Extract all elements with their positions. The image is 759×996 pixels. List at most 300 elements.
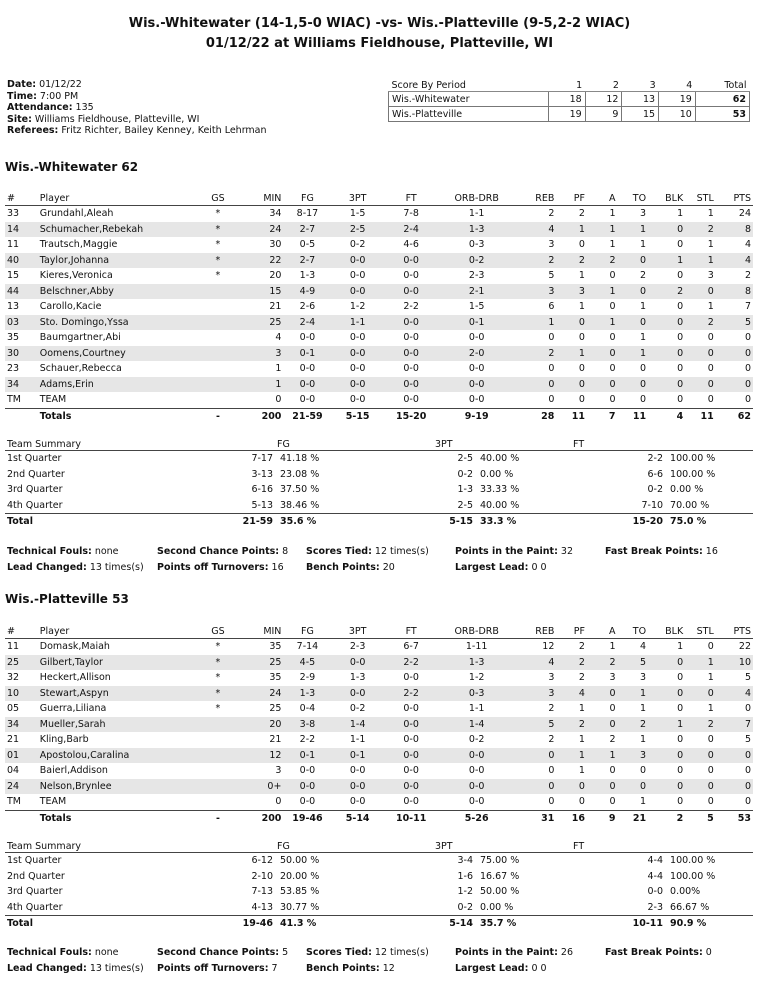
stat-cell: 05 xyxy=(7,703,20,715)
total-cell: 2 xyxy=(648,810,685,826)
stat-cell: 2 xyxy=(744,270,751,282)
stat-cell: 0 xyxy=(707,796,714,808)
stat-cell: 0 xyxy=(609,394,616,406)
stat-cell: 8 xyxy=(716,284,753,300)
total-cell: 15-20 xyxy=(384,408,439,424)
stat-cell: 0 xyxy=(578,394,585,406)
summary-fg-header: FG xyxy=(105,438,335,451)
summary-3pt-header: 3PT xyxy=(335,840,545,853)
stat-cell: 0-1 xyxy=(283,748,331,764)
stat-cell: 0-0 xyxy=(384,284,439,300)
stat-cell: 20 xyxy=(269,270,282,282)
stat-cell: 1-1 xyxy=(468,703,485,715)
stat-cell: 0-2 xyxy=(468,734,485,746)
totals-row xyxy=(5,810,753,826)
stat-cell xyxy=(196,392,240,408)
stat-cell: 0 xyxy=(618,315,649,331)
stat-cell: 0-2 xyxy=(349,703,366,715)
total-cell: Totals xyxy=(38,408,196,424)
stat-cell: 2-2 xyxy=(403,301,419,313)
stat-cell: 03 xyxy=(5,315,38,331)
stat-cell: 0-0 xyxy=(438,779,514,795)
stat-cell: 2 xyxy=(548,703,555,715)
summary-label: 3rd Quarter xyxy=(7,886,63,898)
summary-ft: 4-4 xyxy=(647,870,664,882)
misc-stat-label: Fast Break Points: xyxy=(605,947,703,958)
column-header: PF xyxy=(556,625,587,639)
summary-fg-header: FG xyxy=(105,840,335,853)
stat-cell: 8-17 xyxy=(296,208,319,220)
player-name: Kling,Barb xyxy=(39,734,89,746)
summary-tp-pct: 33.3 % xyxy=(475,514,545,530)
player-name: Schumacher,Rebekah xyxy=(38,222,196,238)
misc-stat-label: Largest Lead: xyxy=(455,562,529,573)
stat-cell: 0 xyxy=(578,332,585,344)
stat-cell: 0 xyxy=(578,239,585,251)
column-header: TO xyxy=(618,192,649,206)
player-row xyxy=(5,717,753,733)
total-cell xyxy=(5,810,38,826)
player-name: TEAM xyxy=(39,394,67,406)
stat-cell: 0 xyxy=(556,779,587,795)
summary-tp: 0-2 xyxy=(457,468,474,480)
quarter-row xyxy=(5,853,753,869)
stat-cell: 1 xyxy=(685,655,716,671)
stat-cell: 0 xyxy=(744,394,751,406)
stat-cell: 0 xyxy=(685,748,716,764)
stat-cell: 2 xyxy=(578,672,585,684)
stat-cell: 0 xyxy=(587,377,618,393)
column-header: A xyxy=(587,625,618,639)
player-row xyxy=(5,639,753,655)
player-row xyxy=(5,794,753,810)
player-row xyxy=(5,222,753,238)
stat-cell: TM xyxy=(7,394,21,406)
summary-tp: 5-15 xyxy=(335,514,475,530)
column-header: STL xyxy=(685,625,716,639)
misc-stat xyxy=(157,546,288,557)
stat-cell: 0-0 xyxy=(349,270,366,282)
stat-cell: 25 xyxy=(240,315,284,331)
stat-cell: 2-9 xyxy=(299,672,316,684)
stat-cell: 5 xyxy=(515,717,556,733)
stat-cell: 0 xyxy=(685,346,716,362)
stat-cell: 1 xyxy=(707,301,714,313)
total-cell: - xyxy=(196,810,240,826)
stat-cell: 25 xyxy=(5,655,38,671)
player-row xyxy=(5,346,753,362)
stat-cell: 0 xyxy=(609,796,616,808)
site-line: Site: Williams Fieldhouse, Platteville, WI xyxy=(7,113,200,125)
quarter-row xyxy=(5,900,753,916)
stat-cell: 0-2 xyxy=(438,253,514,269)
misc-stat-label: Technical Fouls: xyxy=(7,546,92,557)
stat-cell: 21 xyxy=(269,734,282,746)
summary-fg-pct: 38.46 % xyxy=(280,499,320,511)
column-header: STL xyxy=(685,192,716,206)
box-score-whitewater xyxy=(5,192,753,424)
stat-cell: 1 xyxy=(707,208,714,220)
stat-cell: 1 xyxy=(677,208,684,220)
stat-cell: 25 xyxy=(269,703,282,715)
stat-cell: 04 xyxy=(7,765,20,777)
summary-fg: 7-13 xyxy=(251,886,273,898)
player-row xyxy=(5,253,753,269)
stat-cell: 5 xyxy=(618,655,649,671)
stat-cell: 0-0 xyxy=(403,796,419,808)
stat-cell: 2-6 xyxy=(299,301,316,313)
stat-cell: * xyxy=(196,222,240,238)
stat-cell: 24 xyxy=(240,222,284,238)
stat-cell: 0-0 xyxy=(384,779,439,795)
stat-cell xyxy=(196,330,240,346)
stat-cell: 1 xyxy=(275,363,282,375)
stat-cell: 0 xyxy=(548,394,555,406)
score-row-platteville: Wis.-Platteville 19 9 15 10 53 xyxy=(389,107,750,122)
team-heading-whitewater: Wis.-Whitewater 62 xyxy=(5,160,139,174)
player-name: Schauer,Rebecca xyxy=(39,363,122,375)
stat-cell: 0-2 xyxy=(349,239,366,251)
game-info xyxy=(7,79,267,137)
stat-cell: 1 xyxy=(609,208,616,220)
total-cell: 7 xyxy=(587,408,618,424)
total-cell: 16 xyxy=(556,810,587,826)
player-name: Domask,Maiah xyxy=(39,641,110,653)
misc-stat-label: Points in the Paint: xyxy=(455,947,558,958)
stat-cell: 3 xyxy=(707,270,714,282)
player-row xyxy=(5,779,753,795)
stat-cell: 2 xyxy=(609,734,616,746)
column-header: BLK xyxy=(648,625,685,639)
player-name: Sto. Domingo,Yssa xyxy=(38,315,196,331)
player-name: Mueller,Sarah xyxy=(38,717,196,733)
column-header: 3PT xyxy=(331,625,383,639)
summary-tp: 3-4 xyxy=(457,855,474,867)
stat-cell: 13 xyxy=(7,301,20,313)
stat-cell: 0-0 xyxy=(384,377,439,393)
stat-cell: 0 xyxy=(685,284,716,300)
summary-ft: 15-20 xyxy=(545,514,665,530)
player-row xyxy=(5,392,753,408)
stat-cell: 2 xyxy=(640,270,647,282)
stat-cell: 0 xyxy=(609,765,616,777)
misc-stat xyxy=(455,562,547,573)
misc-stat-label: Lead Changed: xyxy=(7,562,87,573)
total-cell: 10-11 xyxy=(384,810,439,826)
stat-cell: 2-1 xyxy=(438,284,514,300)
stat-cell: 3 xyxy=(618,748,649,764)
stat-cell: 1 xyxy=(240,377,284,393)
summary-fg-pct: 50.00 % xyxy=(280,855,320,867)
stat-cell: 1 xyxy=(677,641,684,653)
misc-stat-value: 5 xyxy=(282,947,289,958)
stat-cell: 4-9 xyxy=(283,284,331,300)
stat-cell: 20 xyxy=(240,717,284,733)
summary-tp-pct: 50.00 % xyxy=(480,886,520,898)
stat-cell: 0 xyxy=(685,779,716,795)
summary-tp-pct: 40.00 % xyxy=(480,499,520,511)
stat-cell: 1-5 xyxy=(349,208,366,220)
stat-cell: 10 xyxy=(716,655,753,671)
stat-cell: 0 xyxy=(618,779,649,795)
stat-cell: 1 xyxy=(578,270,585,282)
stat-cell: 0-0 xyxy=(299,332,316,344)
summary-ft-pct: 66.67 % xyxy=(670,901,710,913)
stat-cell: 0 xyxy=(609,301,616,313)
stat-cell: 3 xyxy=(548,239,555,251)
stat-cell: 2 xyxy=(685,315,716,331)
stat-cell: 0-0 xyxy=(403,734,419,746)
stat-cell: 0-0 xyxy=(384,315,439,331)
total-cell: 5-15 xyxy=(331,408,383,424)
column-header: # xyxy=(5,625,38,639)
summary-tp: 1-2 xyxy=(457,886,474,898)
misc-stat-value: 7 xyxy=(271,963,278,974)
stat-cell: 1-1 xyxy=(331,315,383,331)
stat-cell: 0-0 xyxy=(331,655,383,671)
stat-cell: 0 xyxy=(685,377,716,393)
summary-ft: 0-2 xyxy=(647,484,664,496)
stat-cell: 0-0 xyxy=(468,363,485,375)
stat-cell: 0-0 xyxy=(299,394,316,406)
total-cell: 31 xyxy=(515,810,556,826)
stat-cell: 21 xyxy=(269,301,282,313)
stat-cell: 0 xyxy=(609,332,616,344)
stat-cell: 0 xyxy=(548,765,555,777)
stat-cell: 3 xyxy=(609,672,616,684)
stat-cell: 7 xyxy=(716,717,753,733)
stat-cell: 0-0 xyxy=(403,394,419,406)
stat-cell: 0 xyxy=(515,748,556,764)
stat-cell: 0 xyxy=(578,363,585,375)
stat-cell: 0 xyxy=(587,686,618,702)
misc-stat-value: 20 xyxy=(382,562,395,573)
column-header: PTS xyxy=(716,625,753,639)
summary-fg-pct: 37.50 % xyxy=(280,484,320,496)
stat-cell: 0-0 xyxy=(349,796,366,808)
summary-fg: 2-10 xyxy=(251,870,273,882)
misc-stat-value: 32 xyxy=(560,546,573,557)
date-line: Date: 01/12/22 xyxy=(7,79,82,90)
misc-stat xyxy=(306,562,395,573)
stat-cell: 0 xyxy=(515,779,556,795)
stat-cell xyxy=(196,315,240,331)
player-name: Nelson,Brynlee xyxy=(38,779,196,795)
stat-cell: 3 xyxy=(240,346,284,362)
column-header: FT xyxy=(384,625,439,639)
player-row xyxy=(5,206,753,222)
time-line: Time: 7:00 PM xyxy=(7,90,79,102)
misc-stat-value: 13 times(s) xyxy=(89,963,144,974)
stat-cell: 3 xyxy=(515,284,556,300)
stat-cell: 1-3 xyxy=(299,270,316,282)
stat-cell: 2 xyxy=(556,253,587,269)
stat-cell: 2 xyxy=(685,222,716,238)
stat-cell: 25 xyxy=(240,655,284,671)
summary-fg-pct: 41.3 % xyxy=(275,916,335,932)
stat-cell: 2 xyxy=(515,253,556,269)
stat-cell: 0 xyxy=(548,796,555,808)
stat-cell: 0-0 xyxy=(403,363,419,375)
player-row xyxy=(5,315,753,331)
stat-cell: * xyxy=(215,208,221,220)
stat-cell: 32 xyxy=(7,672,20,684)
stat-cell: 0 xyxy=(275,394,282,406)
total-cell: 4 xyxy=(648,408,685,424)
summary-label: 1st Quarter xyxy=(7,453,62,465)
player-row xyxy=(5,748,753,764)
column-header: 3PT xyxy=(331,192,383,206)
stat-cell: 1 xyxy=(587,284,618,300)
stat-cell: 11 xyxy=(7,239,20,251)
misc-stat-label: Largest Lead: xyxy=(455,963,529,974)
stat-cell: * xyxy=(196,253,240,269)
misc-stat xyxy=(455,546,573,557)
stat-cell: 01 xyxy=(5,748,38,764)
quarter-row xyxy=(5,498,753,514)
misc-stat-value: 13 times(s) xyxy=(89,562,144,573)
summary-fg: 4-13 xyxy=(251,901,273,913)
stat-cell: 21 xyxy=(7,734,20,746)
stat-cell: 15 xyxy=(240,284,284,300)
stat-cell: 0-0 xyxy=(468,796,485,808)
stat-cell: 0-0 xyxy=(438,377,514,393)
stat-cell: 0 xyxy=(640,363,647,375)
stat-cell: 4 xyxy=(716,686,753,702)
stat-cell xyxy=(196,748,240,764)
stat-cell: 2-3 xyxy=(468,270,485,282)
stat-cell: 0-1 xyxy=(438,315,514,331)
stat-cell: 2 xyxy=(548,734,555,746)
stat-cell: 0 xyxy=(609,703,616,715)
stat-cell: 7-8 xyxy=(403,208,419,220)
stat-cell: 0 xyxy=(640,394,647,406)
summary-fg: 3-13 xyxy=(251,468,273,480)
summary-tp: 2-5 xyxy=(457,499,474,511)
misc-stat-value: 8 xyxy=(282,546,289,557)
misc-stat-label: Points off Turnovers: xyxy=(157,562,269,573)
stat-cell: 35 xyxy=(7,332,20,344)
stat-cell: 0-0 xyxy=(349,765,366,777)
box-score-platteville xyxy=(5,625,753,826)
summary-tp-pct: 33.33 % xyxy=(480,484,520,496)
stat-cell xyxy=(196,794,240,810)
stat-cell: 1 xyxy=(587,222,618,238)
stat-cell: 3 xyxy=(515,686,556,702)
score-by-period-header: Score By Period 1 2 3 4 Total xyxy=(389,79,750,92)
summary-ft-header: FT xyxy=(545,840,753,853)
stat-cell: 0 xyxy=(556,315,587,331)
summary-fg-pct: 53.85 % xyxy=(280,886,320,898)
stat-cell: * xyxy=(215,703,221,715)
stat-cell: 0 xyxy=(677,394,684,406)
player-name: Trautsch,Maggie xyxy=(39,239,118,251)
summary-ft-pct: 100.00 % xyxy=(670,870,716,882)
stat-cell: 0 xyxy=(677,363,684,375)
player-name: Grundahl,Aleah xyxy=(39,208,114,220)
stat-cell: 4-6 xyxy=(403,239,419,251)
stat-cell: 1-4 xyxy=(331,717,383,733)
stat-cell: 1 xyxy=(556,222,587,238)
stat-cell xyxy=(196,284,240,300)
summary-tp-pct: 75.00 % xyxy=(480,855,520,867)
player-row xyxy=(5,330,753,346)
stat-cell: 1 xyxy=(707,672,714,684)
summary-label: 3rd Quarter xyxy=(7,484,63,496)
stat-cell: 34 xyxy=(269,208,282,220)
stat-cell: 3 xyxy=(548,672,555,684)
summary-label: 4th Quarter xyxy=(7,901,63,913)
stat-cell: 1 xyxy=(587,315,618,331)
stat-cell: 22 xyxy=(738,641,751,653)
summary-tp: 0-2 xyxy=(457,901,474,913)
box-header-row xyxy=(5,192,753,206)
column-header: PF xyxy=(556,192,587,206)
misc-stat-value: 16 xyxy=(271,562,284,573)
attendance-line: Attendance: 135 xyxy=(7,102,94,113)
stat-cell: 0 xyxy=(677,765,684,777)
summary-ft: 0-0 xyxy=(647,886,664,898)
stat-cell: 1 xyxy=(578,703,585,715)
stat-cell: 2-2 xyxy=(299,734,316,746)
summary-fg: 19-46 xyxy=(105,916,275,932)
total-cell: 19-46 xyxy=(283,810,331,826)
player-row xyxy=(5,377,753,393)
stat-cell: 0 xyxy=(677,332,684,344)
summary-tp-pct: 35.7 % xyxy=(475,916,545,932)
total-cell: 11 xyxy=(685,408,716,424)
player-name: TEAM xyxy=(39,796,67,808)
stat-cell: 4 xyxy=(744,239,751,251)
stat-cell: 44 xyxy=(5,284,38,300)
stat-cell: 1 xyxy=(556,748,587,764)
stat-cell: 0-0 xyxy=(468,394,485,406)
total-cell: 11 xyxy=(618,408,649,424)
stat-cell: 5 xyxy=(744,734,751,746)
total-cell: 53 xyxy=(716,810,753,826)
stat-cell: 30 xyxy=(5,346,38,362)
misc-stat-label: Lead Changed: xyxy=(7,963,87,974)
summary-fg: 7-17 xyxy=(251,453,273,465)
stat-cell: 6 xyxy=(548,301,555,313)
misc-stat-value: none xyxy=(94,947,119,958)
stat-cell: 0 xyxy=(707,332,714,344)
player-name: Baierl,Addison xyxy=(39,765,108,777)
misc-stat-label: Points off Turnovers: xyxy=(157,963,269,974)
stat-cell: 1 xyxy=(640,301,647,313)
player-name: Stewart,Aspyn xyxy=(38,686,196,702)
stat-cell: 11 xyxy=(7,641,20,653)
summary-tp-pct: 16.67 % xyxy=(480,870,520,882)
stat-cell: 0 xyxy=(716,377,753,393)
player-row xyxy=(5,237,753,253)
stat-cell: 2 xyxy=(578,641,585,653)
misc-stat-label: Bench Points: xyxy=(306,562,380,573)
stat-cell: * xyxy=(196,655,240,671)
stat-cell: 3 xyxy=(275,765,282,777)
total-cell: 5 xyxy=(685,810,716,826)
summary-ft-pct: 70.00 % xyxy=(670,499,710,511)
stat-cell: 0 xyxy=(548,363,555,375)
stat-cell: 0-0 xyxy=(403,332,419,344)
column-header: # xyxy=(5,192,38,206)
total-cell: 5-26 xyxy=(438,810,514,826)
stat-cell: 14 xyxy=(5,222,38,238)
summary-ft-pct: 75.0 % xyxy=(665,514,753,530)
stat-cell: * xyxy=(196,686,240,702)
column-header: FG xyxy=(283,192,331,206)
misc-stat-label: Second Chance Points: xyxy=(157,947,280,958)
